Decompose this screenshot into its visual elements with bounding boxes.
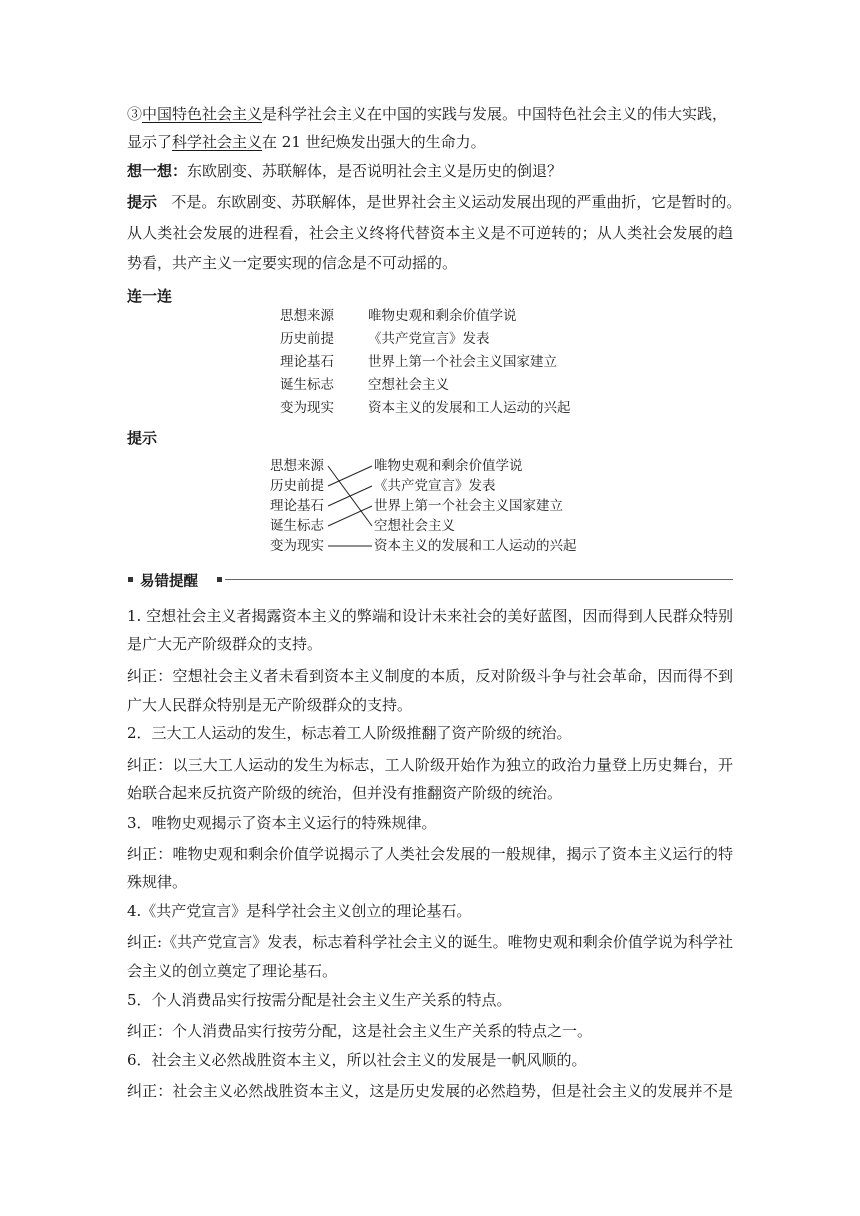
connector-line — [328, 466, 372, 486]
error-2-correction: 纠正：以三大工人运动的发生为标志，工人阶级开始作为独立的政治力量登上历史舞台，开 — [127, 756, 733, 774]
underlined-term: 科学社会主义 — [172, 133, 263, 151]
error-3-correction: 殊规律。 — [127, 873, 188, 891]
hint-right-item: 《共产党宣言》发表 — [374, 478, 496, 494]
square-bullet-icon — [128, 577, 133, 582]
match-right-item: 唯物史观和剩余价值学说 — [368, 308, 517, 324]
error-5-correction: 纠正：个人消费品实行按劳分配，这是社会主义生产关系的特点之一。 — [127, 1022, 593, 1040]
hint-heading: 提示 — [127, 429, 158, 447]
think-hint-line-2: 从人类社会发展的进程看，社会主义终将代替资本主义是不可逆转的；从人类社会发展的趋 — [127, 224, 733, 242]
hint-left-item: 历史前提 — [270, 478, 324, 494]
error-4-question: 4.《共产党宣言》是科学社会主义创立的理论基石。 — [127, 902, 472, 920]
think-question-text: 东欧剧变、苏联解体，是否说明社会主义是历史的倒退？ — [187, 162, 563, 180]
error-1-correction: 纠正：空想社会主义者未看到资本主义制度的本质，反对阶级斗争与社会革命，因而得不到 — [127, 667, 733, 685]
hint-right-item: 唯物史观和剩余价值学说 — [374, 458, 523, 474]
connector-line — [328, 506, 372, 526]
match-right-item: 资本主义的发展和工人运动的兴起 — [368, 400, 571, 416]
match-right-item: 世界上第一个社会主义国家建立 — [368, 354, 557, 370]
hint-right-item: 空想社会主义 — [374, 518, 455, 534]
hint-left-item: 变为现实 — [270, 538, 324, 554]
error-3-correction: 纠正：唯物史观和剩余价值学说揭示了人类社会发展的一般规律，揭示了资本主义运行的特 — [127, 845, 733, 863]
error-2-correction: 始联合起来反抗资产阶级的统治，但并没有推翻资产阶级的统治。 — [127, 784, 563, 802]
hint-label: 提示 — [127, 193, 158, 211]
error-6-question: 6．社会主义必然战胜资本主义，所以社会主义的发展是一帆风顺的。 — [127, 1051, 587, 1069]
match-right-item: 空想社会主义 — [368, 377, 449, 393]
error-6-correction: 纠正：社会主义必然战胜资本主义，这是历史发展的必然趋势，但是社会主义的发展并不是 — [127, 1082, 733, 1100]
think-label: 想一想： — [127, 162, 188, 180]
intro-text: 显示了 — [127, 133, 173, 151]
connector-line — [328, 486, 372, 506]
intro-text: 是科学社会主义在中国的实践与发展。中国特色社会主义的伟大实践， — [262, 105, 728, 123]
error-2-question: 2．三大工人运动的发生，标志着工人阶级推翻了资产阶级的统治。 — [127, 724, 572, 742]
error-4-correction: 纠正:《共产党宣言》发表，标志着科学社会主义的诞生。唯物史观和剩余价值学说为科学社 — [127, 933, 733, 951]
error-1-correction: 广大人民群众特别是无产阶级群众的支持。 — [127, 696, 413, 714]
match-left-item: 历史前提 — [280, 331, 334, 347]
square-bullet-icon — [217, 577, 222, 582]
error-4-correction: 会主义的创立奠定了理论基石。 — [127, 962, 338, 980]
circle-number: ③ — [127, 105, 143, 123]
think-hint-line-1: 提示 不是。东欧剧变、苏联解体，是世界社会主义运动发展出现的严重曲折，它是暂时的。 — [127, 193, 742, 211]
underlined-term: 中国特色社会主义 — [142, 105, 263, 123]
error-1-question: 是广大无产阶级群众的支持。 — [127, 635, 323, 653]
hint-left-item: 理论基石 — [270, 498, 324, 514]
hint-right-item: 资本主义的发展和工人运动的兴起 — [374, 538, 577, 554]
section-header — [127, 572, 733, 588]
error-3-question: 3．唯物史观揭示了资本主义运行的特殊规律。 — [127, 814, 437, 832]
think-hint-line-3: 势看，共产主义一定要实现的信念是不可动摇的。 — [127, 254, 458, 272]
match-left-item: 变为现实 — [280, 400, 334, 416]
hint-left-item: 诞生标志 — [270, 518, 324, 534]
error-1-question: 1. 空想社会主义者揭露资本主义的弊端和设计未来社会的美好蓝图，因而得到人民群众特别 — [127, 607, 733, 625]
section-rule — [225, 579, 733, 580]
match-left-item: 诞生标志 — [280, 377, 334, 393]
error-5-question: 5．个人消费品实行按需分配是社会主义生产关系的特点。 — [127, 991, 512, 1009]
intro-text: 在 21 世纪焕发出强大的生命力。 — [262, 133, 486, 151]
match-heading: 连一连 — [127, 287, 173, 305]
match-right-item: 《共产党宣言》发表 — [368, 331, 490, 347]
match-left-item: 理论基石 — [280, 354, 334, 370]
hint-left-item: 思想来源 — [270, 458, 324, 474]
hint-right-item: 世界上第一个社会主义国家建立 — [374, 498, 563, 514]
section-title: 易错提醒 — [140, 574, 198, 590]
match-left-item: 思想来源 — [280, 308, 334, 324]
